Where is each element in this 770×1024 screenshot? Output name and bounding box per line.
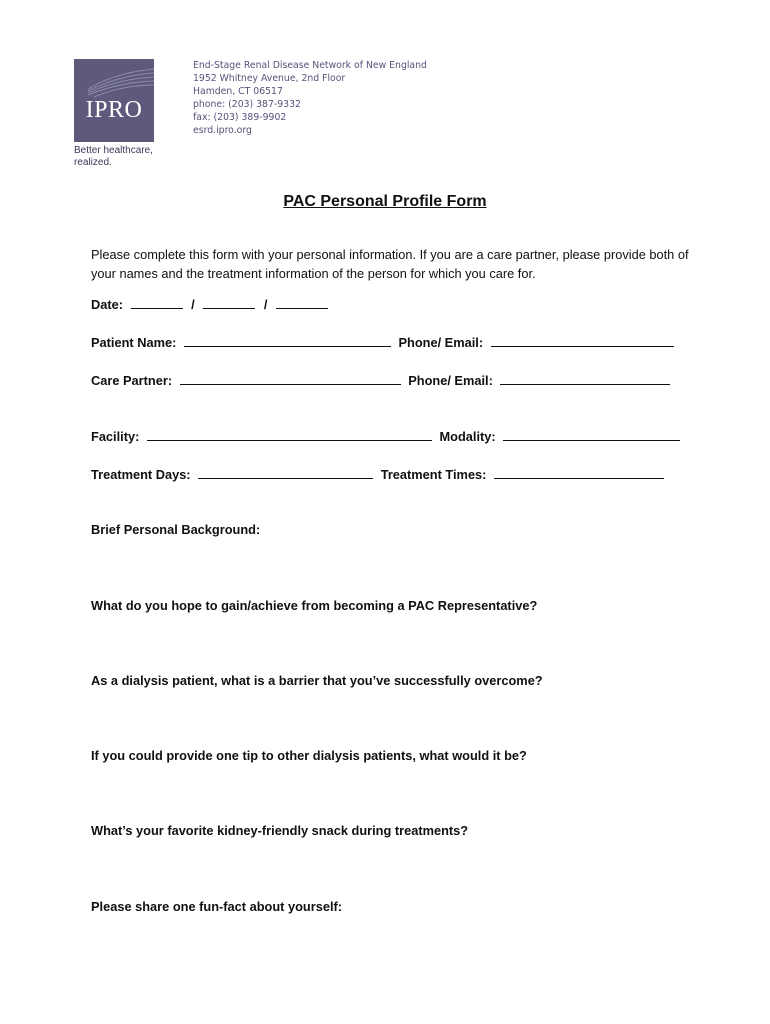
intro-text: Please complete this form with your personal information. If you are a care partner, please provide both of your names and the treatment information of the person for which you care for. — [91, 247, 689, 281]
patient-name-field[interactable] — [184, 334, 391, 347]
facility-label: Facility: — [91, 429, 140, 444]
question-tip: If you could provide one tip to other dialysis patients, what would it be? — [91, 748, 527, 763]
treatment-days-label: Treatment Days: — [91, 467, 191, 482]
question-gain: What do you hope to gain/achieve from becoming a PAC Representative? — [91, 598, 538, 613]
patient-phone-email-field[interactable] — [491, 334, 674, 347]
tagline-line-1: Better healthcare, — [74, 145, 153, 156]
address-line: fax: (203) 389-9902 — [193, 112, 287, 123]
address-line: esrd.ipro.org — [193, 125, 252, 136]
page-title: PAC Personal Profile Form — [283, 193, 487, 210]
care-partner-phone-email-field[interactable] — [500, 372, 670, 385]
address-line: Hamden, CT 06517 — [193, 86, 283, 97]
care-partner-label: Care Partner: — [91, 373, 173, 388]
org-address — [193, 59, 427, 137]
patient-phone-email-label: Phone/ Email: — [398, 335, 484, 350]
address-line: End-Stage Renal Disease Network of New England — [193, 60, 427, 71]
treatment-row — [91, 466, 664, 482]
question-barrier: As a dialysis patient, what is a barrier that you’ve successfully overcome? — [91, 673, 543, 688]
date-row — [91, 296, 328, 312]
treatment-times-field[interactable] — [494, 466, 664, 479]
logo-text: IPRO — [85, 97, 143, 123]
address-line: 1952 Whitney Avenue, 2nd Floor — [193, 73, 346, 84]
patient-row — [91, 334, 674, 350]
facility-row — [91, 428, 680, 444]
treatment-times-label: Treatment Times: — [380, 467, 487, 482]
address-line: phone: (203) 387-9332 — [193, 99, 301, 110]
date-day-field[interactable] — [203, 296, 255, 309]
modality-label: Modality: — [439, 429, 496, 444]
date-month-field[interactable] — [131, 296, 183, 309]
date-label: Date: — [91, 297, 123, 312]
ipro-logo — [74, 59, 154, 142]
tagline-line-2: realized. — [74, 157, 112, 168]
care-partner-phone-email-label: Phone/ Email: — [408, 373, 493, 388]
care-partner-row — [91, 372, 670, 388]
question-snack: What’s your favorite kidney-friendly snack during treatments? — [91, 823, 469, 838]
facility-field[interactable] — [147, 428, 432, 441]
date-separator: / — [191, 297, 195, 312]
care-partner-field[interactable] — [180, 372, 401, 385]
date-year-field[interactable] — [276, 296, 328, 309]
question-fun-fact: Please share one fun-fact about yourself: — [91, 899, 343, 914]
question-background: Brief Personal Background: — [91, 522, 261, 537]
patient-name-label: Patient Name: — [91, 335, 177, 350]
treatment-days-field[interactable] — [198, 466, 373, 479]
logo-tagline — [74, 145, 184, 169]
date-separator: / — [263, 297, 268, 312]
modality-field[interactable] — [503, 428, 680, 441]
